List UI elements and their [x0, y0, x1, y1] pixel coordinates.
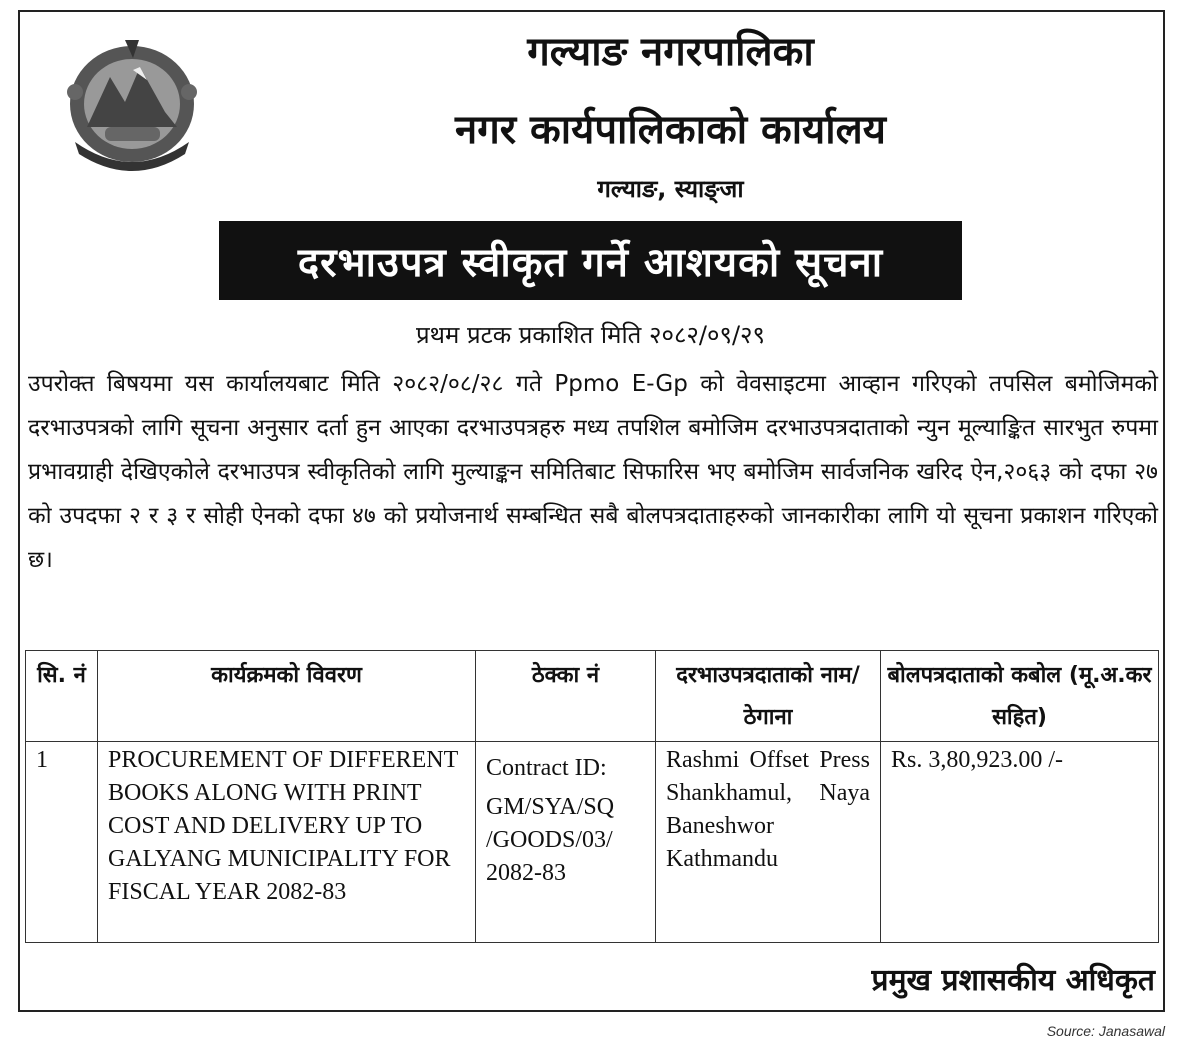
col-header-amount: बोलपत्रदाताको कबोल (मू.अ.कर सहित) [881, 651, 1159, 742]
col-header-bidder: दरभाउपत्रदाताको नाम/ठेगाना [656, 651, 881, 742]
office-name: नगर कार्यपालिकाको कार्यालय [455, 107, 886, 153]
notice-body-text: उपरोक्त बिषयमा यस कार्यालयबाट मिति २०८२/०८/२८ गते Ppmo E-Gp को वेवसाइटमा आव्हान गरिएको तपसिल बमोजिमको दरभाउपत्रको लागि सूचना अनुसार दर्ता हुन आएका दरभाउपत्रहरु मध्य तपशिल बमोजिम दरभाउपत्रदाताको न्युन मूल्याङ्कित सारभुत रुपमा प्रभावग्राही देखिएकोले दरभाउपत्र स्वीकृतिको लागि मुल्याङ्कन समितिबाट सिफारिस भए बमोजिम सार्वजनिक खरिद ऐन,२०६३ को दफा २७ को उपदफा २ र ३ र सोही ऐनको दफा ४७ को प्रयोजनार्थ सम्बन्धित सबै बोलपत्रदाताहरुको जानकारीका लागि यो सूचना प्रकाशन गरिएको छ। [28, 371, 1158, 573]
col-header-sn: सि. नं [26, 651, 98, 742]
notice-title-banner [219, 221, 962, 300]
first-publish-date: प्रथम प्रटक प्रकाशित मिति २०८२/०९/२९ [415, 321, 766, 349]
signatory-title: प्रमुख प्रशासकीय अधिकृत [871, 963, 1155, 998]
office-location: गल्याङ, स्याङ्जा [597, 175, 744, 203]
contract-id: GM/SYA/SQ /GOODS/03/ 2082-83 [486, 794, 615, 886]
table-header-row [26, 651, 1159, 742]
col-header-contract: ठेक्का नं [476, 651, 656, 742]
cell-description: PROCUREMENT OF DIFFERENT BOOKS ALONG WITH PRINT COST AND DELIVERY UP TO GALYANG MUNICIPALITY FOR FISCAL YEAR 2082-83 [98, 742, 476, 943]
cell-sn: 1 [26, 742, 98, 943]
cell-contract [476, 742, 656, 943]
municipality-name: गल्याङ नगरपालिका [527, 29, 814, 75]
notice-title: दरभाउपत्र स्वीकृत गर्ने आशयको सूचना [297, 240, 884, 286]
cell-amount: Rs. 3,80,923.00 /- [881, 742, 1159, 943]
col-header-description: कार्यक्रमको विवरण [98, 651, 476, 742]
source-credit: Source: Janasawal [1046, 1023, 1165, 1039]
table-row [26, 742, 1159, 943]
contract-label: Contract ID: [486, 755, 607, 781]
bid-table [25, 650, 1159, 943]
cell-bidder: Rashmi Offset Press Shankhamul, Naya Baneshwor Kathmandu [656, 742, 881, 943]
